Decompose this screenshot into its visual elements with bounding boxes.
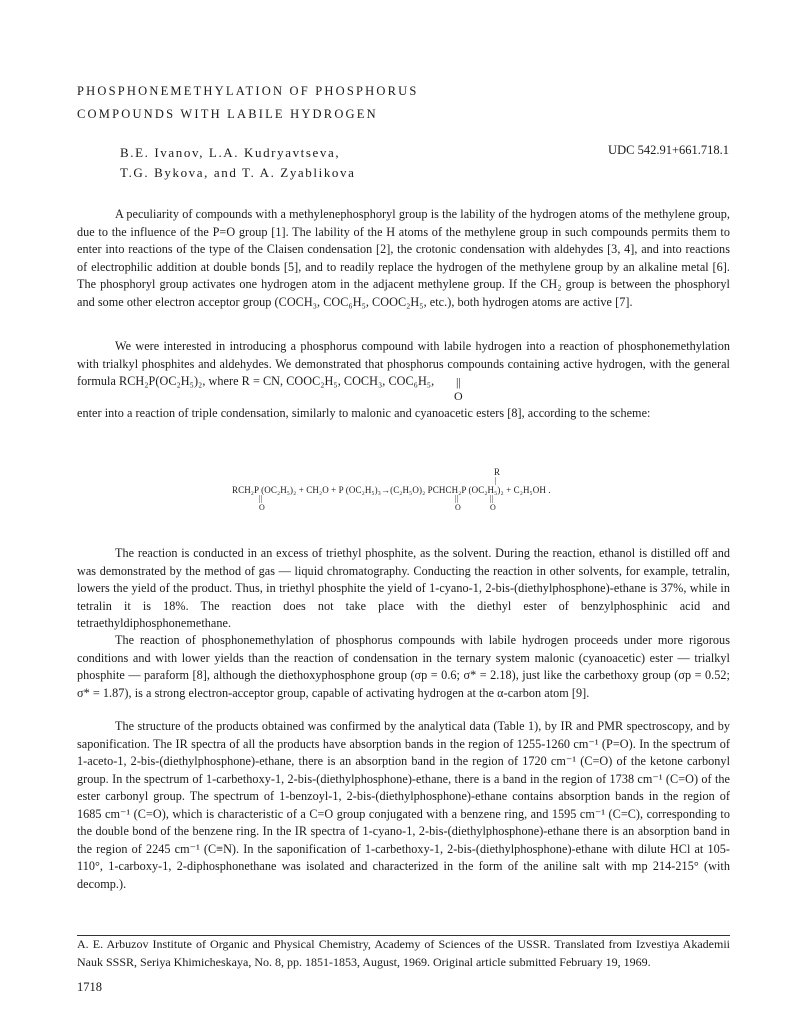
scheme-double-bond-1: || [259,494,263,503]
scheme-substituent-r: R [494,467,501,477]
udc-code: UDC 542.91+661.718.1 [608,143,729,157]
paragraph-1: A peculiarity of compounds with a methylenephosphoryl group is the lability of the hydrogen atoms of the methylene group, due to the influence of the P=O group [1]. The lability of the H atoms of the methylene group in such compounds permits them to enter into reactions of the type of the Claisen condensation [2], the crotonic condensation with aldehydes [3, 4], and into reactions of electrophilic addition at double bonds [5], and to readily replace the hydrogen of the methylene group by an alkaline metal [6]. The phosphoryl group activates one hydrogen atom in the adjacent methylene group. If the CH₂ group is between the phosphoryl and some other electron acceptor group (COCH₃, COC₆H₅, COOC₂H₅, etc.), both hydrogen atoms are active [7]. [77,207,730,309]
scheme-oxygen-3: O [490,503,496,512]
author-list [120,143,356,183]
paragraph-5: The structure of the products obtained was confirmed by the analytical data (Table 1), by IR and PMR spectroscopy, and by saponification. The IR spectra of all the products have absorption bands in the region of 1255-1260 cm⁻¹ (P=O). In the spectrum of 1-aceto-1, 2-bis-(diethylphosphone)-ethane, there is an absorption band in the region of 1720 cm⁻¹ (C=O) of the ketone carbonyl group. In the spectrum of 1-carbethoxy-1, 2-bis-(diethylphosphone)-ethane, there is a band in the region of 1738 cm⁻¹ (C=O) of the ester carbonyl group. The spectrum of 1-benzoyl-1, 2-bis-(diethylphosphone)-ethane contains absorption bands in the region of 1685 cm⁻¹ (C=O), which is characteristic of a C=O group conjugated with a benzene ring, and 1595 cm⁻¹ (C=C), corresponding to the double bond of the benzene ring. In the IR spectra of 1-cyano-1, 2-bis-(diethylphosphone)-ethane there is an absorption band in the region of 2245 cm⁻¹ (C≡N). In the saponification of 1-carbethoxy-1, 2-bis-(diethylphosphone)-ethane with dilute HCl at 105-110°, 1-carboxy-1, 2-diphosphonethane was isolated and characterized in the form of the aniline salt with mp 214-215° (with decomp.). [77,719,730,891]
footnote: A. E. Arbuzov Institute of Organic and Physical Chemistry, Academy of Sciences of the USSR. Translated from Izvestiya Akademii Nauk SSSR, Seriya Khimicheskaya, No. 8, pp. 1851-1853, August, 1969. Original article submitted February 19, 1969. [77,937,730,969]
paragraph-4: The reaction of phosphonemethylation of phosphorus compounds with labile hydrogen proceeds under more rigorous conditions and with lower yields than the reaction of condensation in the ternary system malonic (cyanoacetic) ester — trialkyl phosphite — paraform [8], although the diethoxyphosphone group (σp = 0.6; σ* = 2.18), just like the carbethoxy group (σp = 0.52; σ* = 1.87), is a strong electron-acceptor group, capable of activating hydrogen at the α-carbon atom [9]. [77,633,730,700]
phosphoryl-double-bond: || [456,375,461,389]
scheme-oxygen-1: O [259,503,265,512]
paragraph-2: We were interested in introducing a phosphorus compound with labile hydrogen into a reaction of phosphonemethylation with trialkyl phosphites and aldehydes. We demonstrated that phosphorus compounds containing active hydrogen, with the general formula RCH₂P(OC₂H₅)₂, where R = CN, COOC₂H₅, COCH₃, COC₆H₅, [77,339,730,388]
reaction-scheme: RCH₂P (OC₂H₅)₂ + CH₂O + P (OC₂H₅)₃→(C₂H₅O)₂ PCHCH₂P (OC₂H₅)₂ + C₂H₅OH . [232,485,551,495]
page-number: 1718 [77,980,102,994]
phosphoryl-oxygen: O [454,389,463,403]
paper-title [77,80,419,126]
paragraph-3: The reaction is conducted in an excess of triethyl phosphite, as the solvent. During the reaction, ethanol is distilled off and was demonstrated by the method of gas — liquid chromatography. Conducting the reaction in other solvents, for example, tetralin, lowers the yield of the product. Thus, in triethyl phosphite the yield of 1-cyano-1, 2-bis-(diethylphosphone)-ethane is 37%, while in tetralin it is 18%. The reaction does not take place with the diethyl ester of benzylphosphinic acid and tetraethyldiphosphonemethane. [77,546,730,630]
title-line-1: PHOSPHONEMETHYLATION OF PHOSPHORUS [77,84,419,98]
title-line-2: COMPOUNDS WITH LABILE HYDROGEN [77,107,378,121]
scheme-double-bond-2: || [455,494,459,503]
scheme-double-bond-3: || [490,494,494,503]
scheme-r-bond: | [495,476,497,485]
authors-line-2: T.G. Bykova, and T. A. Zyablikova [120,165,356,180]
paragraph-2-continuation: enter into a reaction of triple condensation, similarly to malonic and cyanoacetic esters [8], according to the scheme: [77,406,651,420]
scheme-oxygen-2: O [455,503,461,512]
authors-line-1: B.E. Ivanov, L.A. Kudryavtseva, [120,145,341,160]
